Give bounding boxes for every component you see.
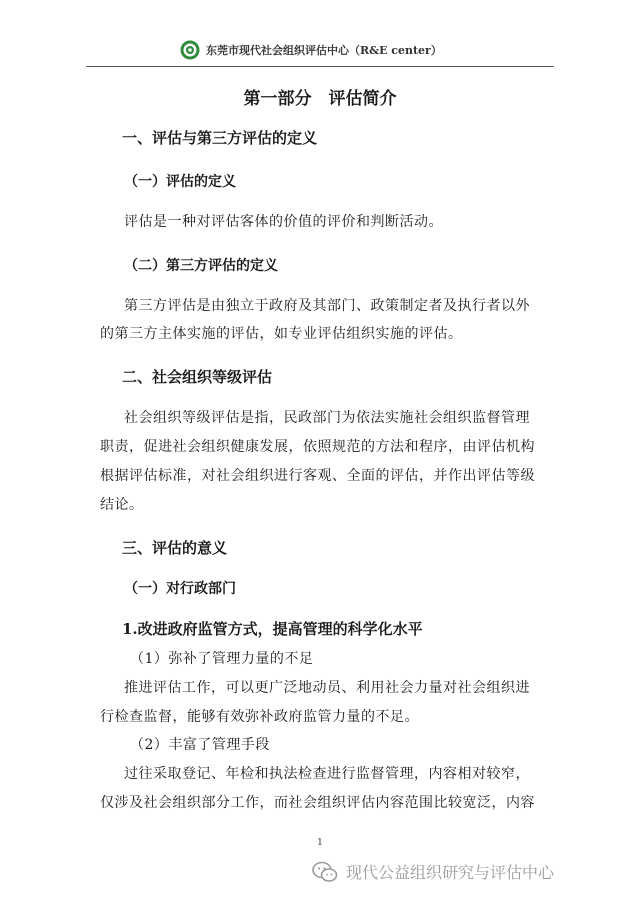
paragraph-line: 社会组织等级评估是指，民政部门为依法实施社会组织监督管理 (124, 410, 530, 426)
section-heading: 三、评估的意义 (122, 539, 228, 557)
watermark-text: 现代公益组织研究与评估中心 (346, 863, 555, 882)
header-divider (86, 66, 554, 67)
paragraph-line: 行检查监督，能够有效弥补政府监管力量的不足。 (100, 709, 419, 725)
paragraph-line: 的第三方主体实施的评估，如专业评估组织实施的评估。 (100, 326, 463, 342)
subsection-heading: （一）对行政部门 (124, 581, 236, 597)
paragraph-line: 过往采取登记、年检和执法检查进行监督管理，内容相对较窄， (124, 766, 530, 782)
subsection-heading: （二）第三方评估的定义 (124, 258, 278, 274)
paragraph-line: 推进评估工作，可以更广泛地动员、利用社会力量对社会组织进 (124, 680, 530, 696)
org-logo-icon (180, 40, 200, 60)
subsection-heading: （一）评估的定义 (124, 174, 236, 190)
paragraph-line: 第三方评估是由独立于政府及其部门、政策制定者及执行者以外 (124, 298, 530, 314)
page-header (180, 40, 442, 60)
list-item-label: （2）丰富了管理手段 (130, 737, 270, 753)
section-heading: 一、评估与第三方评估的定义 (122, 129, 318, 147)
org-name: 东莞市现代社会组织评估中心（R&E center） (206, 44, 442, 57)
page-number: 1 (317, 838, 323, 848)
paragraph-line: 根据评估标准，对社会组织进行客观、全面的评估，并作出评估等级 (100, 468, 535, 484)
paragraph-line: 评估是一种对评估客体的价值的评价和判断活动。 (124, 214, 443, 230)
page-title: 第一部分 评估简介 (243, 89, 397, 109)
paragraph-line: 仅涉及社会组织部分工作，而社会组织评估内容范围比较宽泛，内容 (100, 795, 535, 811)
wechat-watermark (312, 860, 554, 883)
list-item-label: （1）弥补了管理力量的不足 (130, 651, 314, 667)
section-heading: 二、社会组织等级评估 (122, 368, 273, 386)
paragraph-line: 结论。 (100, 497, 144, 513)
sub-subsection-heading: 1.改进政府监管方式，提高管理的科学化水平 (122, 620, 423, 638)
wechat-icon (312, 861, 338, 883)
paragraph-line: 职责，促进社会组织健康发展，依照规范的方法和程序，由评估机构 (100, 439, 535, 455)
